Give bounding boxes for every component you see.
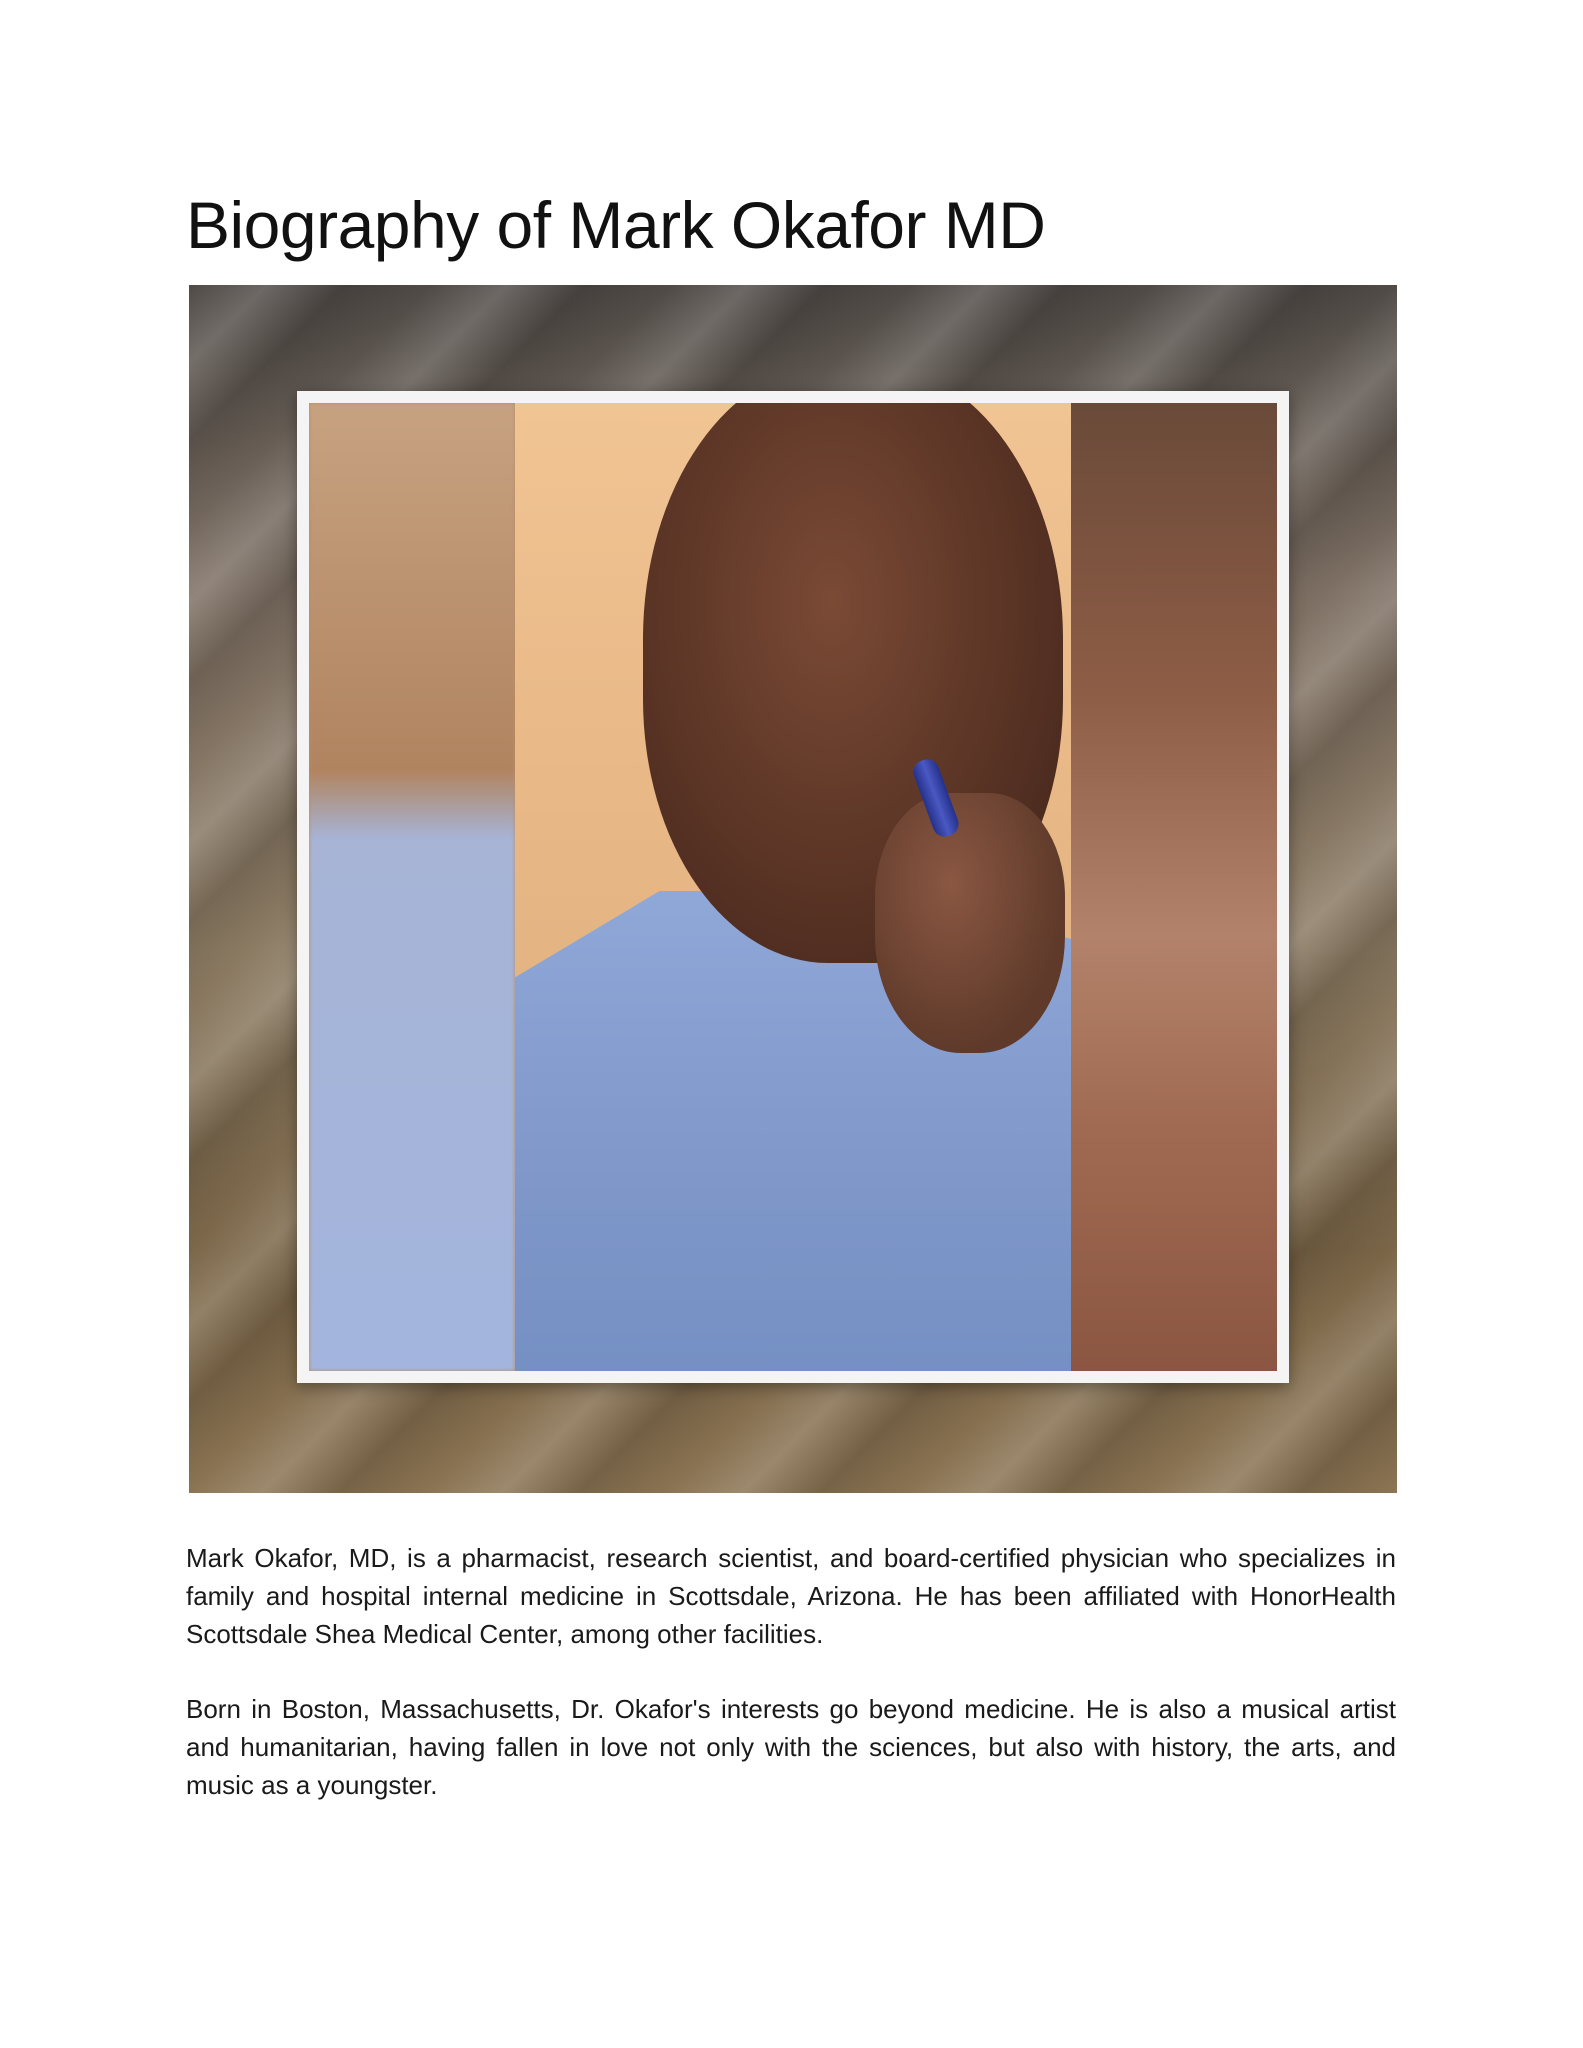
bio-paragraph-1: Mark Okafor, MD, is a pharmacist, research scientist, and board-certified physician who specializes in family and hospital internal medicine in Scottsdale, Arizona. He has been affiliated with HonorHealth Scottsdale Shea Medical Center, among other facilities.: [186, 1543, 1396, 1649]
portrait-hand: [875, 793, 1065, 1053]
photo-blurred-right-panel: [1071, 403, 1277, 1371]
photo-white-frame: [297, 391, 1289, 1383]
page-title: Biography of Mark Okafor MD: [186, 188, 1046, 262]
photo-blurred-left-panel: [309, 403, 515, 1371]
photo-portrait-area: [515, 403, 1071, 1371]
bio-paragraph-2: Born in Boston, Massachusetts, Dr. Okafor's interests go beyond medicine. He is also a musical artist and humanitarian, having fallen in love not only with the sciences, but also with history, the arts, and music as a youngster.: [186, 1694, 1396, 1800]
photo-inner-image: [309, 403, 1277, 1371]
profile-photo: [189, 285, 1397, 1493]
